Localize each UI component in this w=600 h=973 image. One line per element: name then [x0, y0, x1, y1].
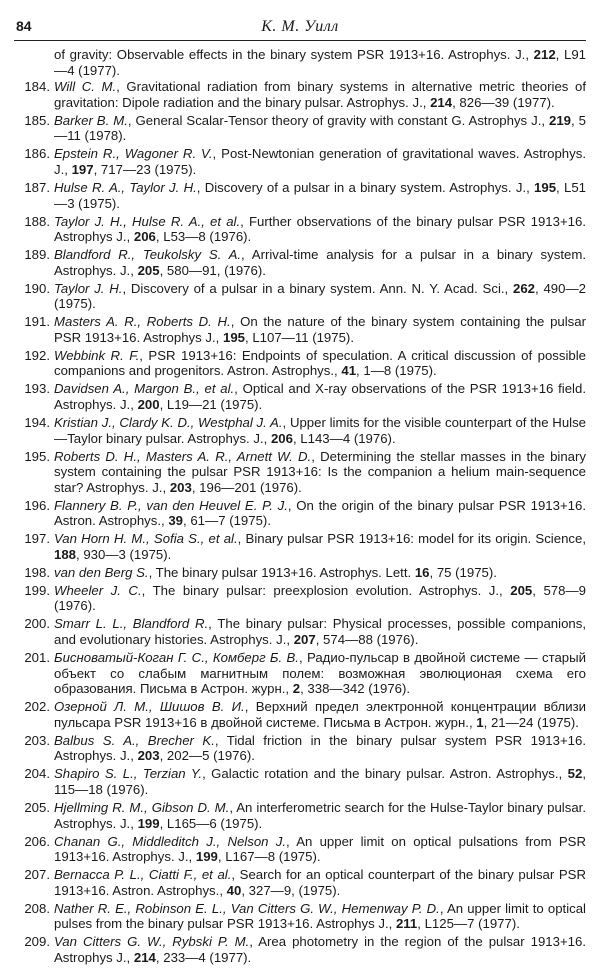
citation-text: , 1—8 (1975). — [356, 363, 437, 379]
citation-text: , 196—201 (1976). — [191, 479, 302, 495]
reference-number: 199. — [24, 582, 50, 598]
citation-text: , 574—88 (1976). — [315, 632, 419, 648]
volume-number: 206 — [133, 229, 156, 245]
reference-item — [14, 901, 586, 932]
volume-number: 211 — [395, 916, 418, 932]
reference-authors: Davidsen A., Margon B., et al. — [54, 381, 235, 397]
volume-number: 2 — [292, 681, 301, 697]
citation-text: , An upper limit on optical pulsations from PSR 1913+16. Astrophys. J., — [54, 833, 586, 865]
volume-number: 207 — [293, 632, 316, 648]
citation-text: , L19—21 (1975). — [159, 396, 263, 412]
reference-item — [14, 180, 586, 211]
reference-number: 202. — [24, 699, 50, 715]
citation-text: , PSR 1913+16: Endpoints of speculation. A critical discussion of possible companions and progenitors. Astron. Astrophys., — [54, 347, 587, 379]
volume-number: 262 — [513, 280, 536, 296]
citation-text: of gravity: Observable effects in the binary system PSR 1913+16. Astrophys. J., — [54, 47, 534, 62]
reference-authors: Wheeler J. C. — [54, 582, 142, 598]
volume-number: 199 — [195, 849, 218, 865]
reference-item — [14, 79, 586, 110]
volume-number: 219 — [549, 112, 572, 128]
reference-authors: Hulse R. A., Taylor J. H. — [54, 179, 197, 195]
page-header — [14, 18, 586, 41]
reference-number: 185. — [24, 112, 50, 128]
running-head: К. М. Уилл — [261, 18, 339, 35]
reference-number: 196. — [24, 497, 50, 513]
citation-text: , 580—91, (1976). — [159, 262, 266, 278]
page-number: 84 — [16, 18, 32, 34]
citation-text: , Post-Newtonian generation of gravitational waves. Astrophys. J., — [54, 146, 586, 177]
reference-item — [14, 800, 586, 831]
volume-number: 52 — [567, 766, 583, 782]
reference-authors: Бисноватый-Коган Г. С., Комберг Б. В. — [54, 650, 299, 666]
citation-text: , Binary pulsar PSR 1913+16: model for its origin. Science, — [237, 531, 586, 547]
reference-authors: van den Berg S. — [54, 564, 149, 580]
reference-authors: Hjellming R. M., Gibson D. M. — [54, 799, 230, 815]
citation-text: , On the nature of the binary system containing the pulsar PSR 1913+16. Astrophys J., — [54, 314, 586, 345]
citation-text: , General Scalar-Tensor theory of gravity with constant G. Astrophys J., — [127, 112, 550, 128]
reference-authors: Nather R. E., Robinson E. L., Van Citters G. W., Hemenway P. D. — [54, 900, 440, 916]
volume-number: 195 — [534, 179, 557, 195]
reference-item — [14, 348, 586, 379]
volume-number: 214 — [430, 94, 453, 110]
reference-number: 195. — [24, 448, 50, 464]
reference-item — [14, 214, 586, 245]
reference-authors: Webbink R. F. — [54, 347, 140, 363]
reference-number: 208. — [24, 900, 50, 916]
reference-item — [14, 565, 586, 581]
citation-text: , L107—11 (1975). — [245, 329, 354, 345]
citation-text: , L143—4 (1976). — [292, 430, 396, 446]
reference-item — [14, 733, 586, 764]
citation-text: , L125—7 (1977). — [417, 916, 520, 932]
reference-number: 209. — [24, 934, 50, 950]
citation-text: , 826—39 (1977). — [452, 94, 555, 110]
reference-number: 190. — [24, 280, 50, 296]
volume-number: 195 — [222, 329, 245, 345]
reference-authors: Barker B. M. — [54, 112, 128, 128]
citation-text: , 61—7 (1975). — [183, 513, 271, 529]
citation-text: , Discovery of a pulsar in a binary system. Ann. N. Y. Acad. Sci., — [122, 280, 513, 296]
reference-authors: Taylor J. H., Hulse R. A., et al. — [54, 213, 241, 229]
citation-text: , Discovery of a pulsar in a binary system. Astrophys. J., — [196, 179, 535, 195]
reference-authors: Bernacca P. L., Ciatti F., et al. — [54, 867, 232, 883]
citation-text: , Area photometry in the region of the pulsar 1913+16. Astrophys J., — [54, 934, 586, 965]
citation-text: , Gravitational radiation from binary systems in alternative metric theories of gravitation: Dipole radiation and the binary pulsar. Astrophys. J., — [54, 79, 586, 110]
citation-text: , 490—2 (1975). — [54, 280, 586, 312]
citation-text: , 5—11 (1978). — [54, 112, 586, 144]
reference-authors: Taylor J. H. — [54, 280, 123, 296]
citation-text: , 338—342 (1976). — [300, 681, 411, 697]
citation-text: , Determining the stellar masses in the binary system containing the pulsar PSR 1913+16: Is the companion a helium main-sequence star? Astrophys. J., — [54, 448, 586, 495]
reference-number: 191. — [24, 314, 50, 330]
reference-item — [14, 583, 586, 614]
reference-authors: Van Horn H. M., Sofia S., et al. — [54, 531, 238, 547]
citation-text: , L51—3 (1975). — [54, 179, 586, 211]
volume-number: 16 — [414, 564, 430, 580]
reference-entries — [14, 79, 586, 965]
citation-text: , The binary pulsar: Physical processes, possible companions, and evolutionary histories. Astrophys. J., — [54, 616, 586, 648]
citation-text: , The binary pulsar: preexplosion evolution. Astrophys. J., — [141, 582, 511, 598]
reference-item — [14, 113, 586, 144]
reference-number: 192. — [24, 347, 50, 363]
volume-number: 206 — [270, 430, 293, 446]
citation-text: , L167—8 (1975). — [217, 849, 321, 865]
reference-number: 194. — [24, 414, 50, 430]
citation-text: , Galactic rotation and the binary pulsar. Astron. Astrophys., — [202, 766, 568, 782]
reference-number: 201. — [24, 650, 50, 666]
citation-text: , Optical and X-ray observations of the PSR 1913+16 field. Astrophys. J., — [54, 381, 586, 412]
citation-text: , On the origin of the binary pulsar PSR 1913+16. Astron. Astrophys., — [54, 497, 586, 529]
reference-number: 188. — [24, 213, 50, 229]
citation-text: , 202—5 (1976). — [159, 748, 255, 764]
reference-authors: Chanan G., Middleditch J., Nelson J. — [54, 833, 287, 849]
reference-authors: Shapiro S. L., Terzian Y. — [54, 766, 203, 782]
reference-number: 184. — [24, 79, 50, 95]
reference-authors: Blandford R., Teukolsky S. A. — [54, 247, 242, 263]
reference-number: 207. — [24, 867, 50, 883]
reference-item — [14, 616, 586, 647]
reference-item — [14, 766, 586, 797]
citation-text: , An upper limit to optical pulses from the binary pulsar PSR 1913+16. Astrophys J., — [54, 900, 586, 932]
citation-text: , Search for an optical counterpart of the binary pulsar PSR 1913+16. Astron. Astrophys., — [54, 867, 586, 898]
citation-text: , Верхний предел электронной концентрации вблизи пульсара PSR 1913+16 в двойной системе. Письма в Астрон. журн., — [54, 699, 586, 730]
reference-authors: Van Citters G. W., Rybski P. M. — [54, 934, 250, 950]
citation-text: , L53—8 (1976). — [155, 229, 252, 245]
citation-text: , L165—6 (1975). — [159, 815, 263, 831]
volume-number: 214 — [133, 949, 156, 965]
reference-item — [14, 281, 586, 312]
citation-text: , 115—18 (1976). — [54, 766, 586, 797]
reference-authors: Masters A. R., Roberts D. H. — [54, 314, 231, 330]
reference-item — [14, 146, 586, 177]
volume-number: 199 — [137, 815, 160, 831]
volume-number: 188 — [54, 546, 77, 562]
reference-number: 193. — [24, 381, 50, 397]
reference-list — [14, 47, 586, 965]
volume-number: 203 — [137, 748, 160, 764]
reference-item — [14, 314, 586, 345]
reference-item — [14, 650, 586, 697]
reference-number: 206. — [24, 833, 50, 849]
citation-text: , The binary pulsar 1913+16. Astrophys. Lett. — [148, 564, 415, 580]
reference-number: 205. — [24, 799, 50, 815]
reference-authors: Kristian J., Clardy K. D., Westphal J. A. — [54, 414, 283, 430]
reference-authors: Will C. M. — [54, 79, 117, 95]
citation-text: , Further observations of the binary pulsar PSR 1913+16. Astrophys J., — [54, 213, 586, 245]
reference-item — [14, 934, 586, 965]
citation-text: , 21—24 (1975). — [483, 714, 579, 730]
reference-number: 204. — [24, 766, 50, 782]
citation-text: , 930—3 (1975). — [76, 546, 172, 562]
reference-item — [14, 449, 586, 496]
reference-item — [14, 247, 586, 278]
citation-text: , Радио-пульсар в двойной системе — старый объект со слабым магнитным полем: возможная эволюционая схема его образования. Письма в Астрон. журн., — [54, 650, 586, 697]
volume-number: 41 — [341, 363, 357, 379]
reference-item — [14, 498, 586, 529]
volume-number: 212 — [533, 47, 556, 62]
reference-authors: Epstein R., Wagoner R. V. — [54, 146, 213, 162]
reference-item — [14, 834, 586, 865]
reference-number: 186. — [24, 146, 50, 162]
reference-number: 200. — [24, 616, 50, 632]
citation-text: , Tidal friction in the binary pulsar system PSR 1913+16. Astrophys. J., — [54, 732, 586, 764]
reference-authors: Озерной Л. М., Шишов В. И. — [54, 699, 245, 715]
reference-item — [14, 699, 586, 730]
reference-number: 187. — [24, 179, 50, 195]
citation-text: , 233—4 (1977). — [155, 949, 252, 965]
reference-number: 198. — [24, 564, 50, 580]
reference-number: 197. — [24, 531, 50, 547]
reference-item — [14, 415, 586, 446]
reference-authors: Flannery B. P., van den Heuvel E. P. J. — [54, 497, 288, 513]
reference-continuation — [14, 47, 586, 78]
reference-item — [14, 381, 586, 412]
citation-text: , 578—9 (1976). — [54, 582, 587, 614]
citation-text: , 717—23 (1975). — [93, 161, 197, 177]
volume-number: 40 — [226, 882, 242, 898]
citation-text: , An interferometric search for the Hulse-Taylor binary pulsar. Astrophys. J., — [54, 799, 586, 831]
reference-item — [14, 867, 586, 898]
citation-text: , L91—4 (1977). — [54, 47, 586, 78]
citation-text: , Arrival-time analysis for a pulsar in a binary system. Astrophys. J., — [54, 247, 586, 278]
volume-number: 205 — [137, 262, 160, 278]
volume-number: 205 — [510, 582, 533, 598]
reference-item — [14, 531, 586, 562]
volume-number: 203 — [169, 479, 192, 495]
reference-authors: Roberts D. H., Masters A. R., Arnett W. D. — [54, 448, 312, 464]
reference-authors: Balbus S. A., Brecher K. — [54, 732, 215, 748]
reference-authors: Smarr L. L., Blandford R. — [54, 616, 209, 632]
citation-text: , Upper limits for the visible counterpart of the Hulse—Taylor binary pulsar. Astrophys. J., — [54, 414, 587, 446]
reference-number: 203. — [24, 732, 50, 748]
volume-number: 1 — [476, 714, 484, 730]
volume-number: 200 — [137, 396, 160, 412]
volume-number: 39 — [168, 513, 184, 529]
reference-number: 189. — [24, 247, 50, 263]
volume-number: 197 — [71, 161, 94, 177]
citation-text: , 327—9, (1975). — [241, 882, 341, 898]
citation-text: , 75 (1975). — [429, 564, 497, 580]
